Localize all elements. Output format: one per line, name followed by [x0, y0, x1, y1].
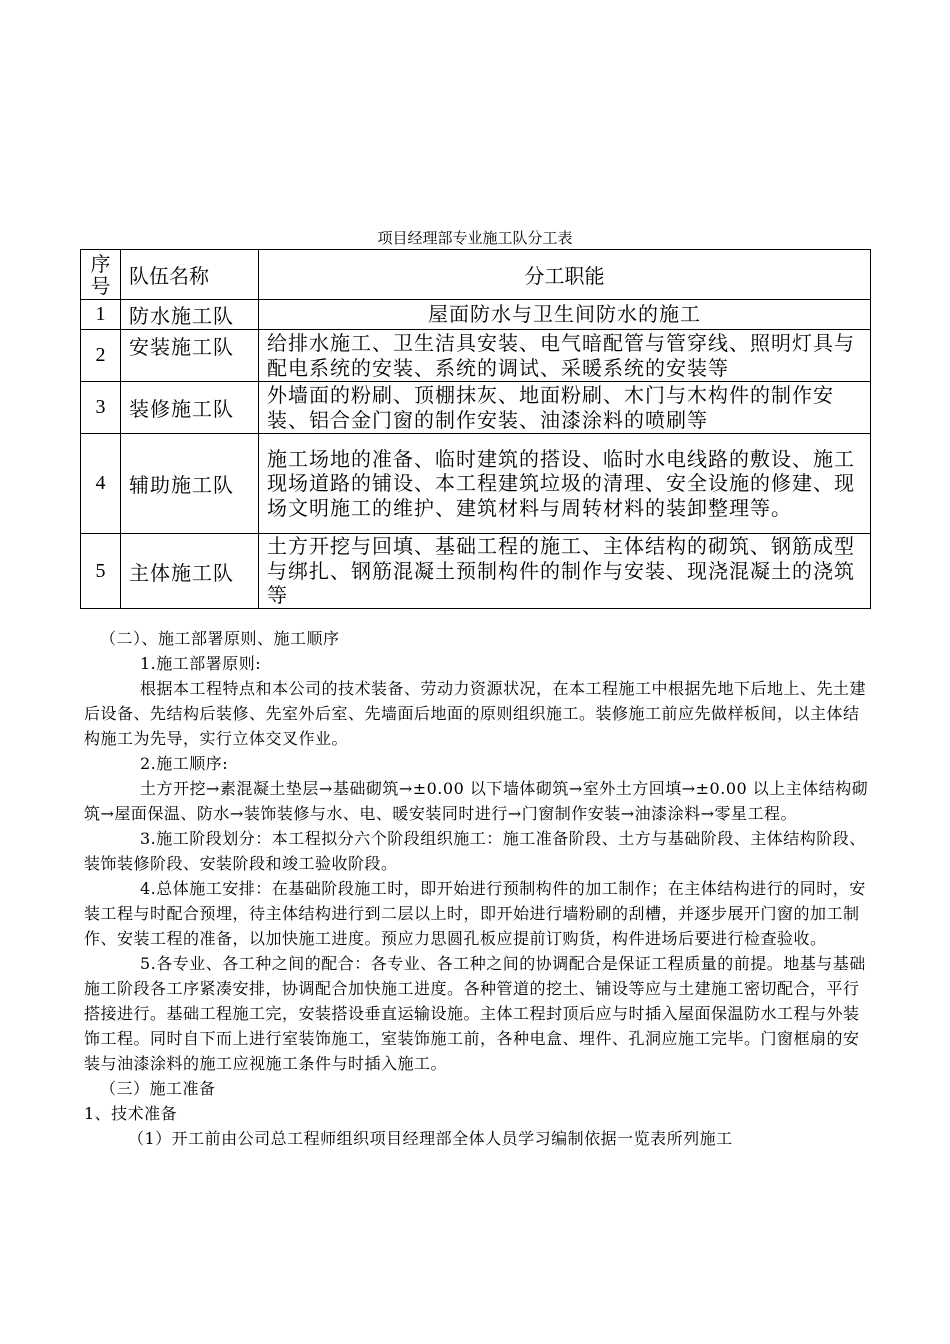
table-row: [81, 534, 871, 609]
row-function: 土方开挖与回填、基础工程的施工、主体结构的砌筑、钢筋成型与绑扎、钢筋混凝土预制构件的制作与安装、现浇混凝土的浇筑等: [259, 534, 871, 609]
table-row: [81, 434, 871, 534]
paragraph: 根据本工程特点和本公司的技术装备、劳动力资源状况，在本工程施工中根据先地下后地上、先土建后设备、先结构后装修、先室外后室、先墙面后地面的原则组织施工。装修施工前应先做样板间，以主体结构施工为先导，实行立体交叉作业。: [84, 679, 867, 748]
paragraph: 4.总体施工安排：在基础阶段施工时，即开始进行预制构件的加工制作；在主体结构进行的同时，安装工程与时配合预埋，待主体结构进行到二层以上时，即开始进行墙粉刷的刮槽，并逐步展开门窗的加工制作、安装工程的准备，以加快施工进度。预应力思圆孔板应提前订购货，构件进场后要进行检查验收。: [84, 879, 866, 948]
table-row: [81, 330, 871, 382]
row-function: 屋面防水与卫生间防水的施工: [259, 300, 871, 330]
table-header-row: [81, 250, 871, 300]
section-heading: （三）施工准备: [100, 1079, 216, 1098]
paragraph: 5.各专业、各工种之间的配合：各专业、各工种之间的协调配合是保证工程质量的前提。地基与基础施工阶段各工序紧凑安排，协调配合加快施工进度。各种管道的挖土、铺设等应与土建施工密切配合，平行搭接进行。基础工程施工完，安装搭设垂直运输设施。主体工程封顶后应与时插入屋面保温防水工程与外装饰工程。同时自下而上进行室装饰施工，室装饰施工前，各种电盒、埋件、孔洞应施工完毕。门窗框扇的安装与油漆涂料的施工应视施工条件与时插入施工。: [84, 954, 866, 1073]
document-body: [84, 626, 874, 1151]
header-no: 序号: [81, 250, 121, 300]
row-team: 安装施工队: [121, 330, 259, 382]
subsection-heading: 1、技术准备: [84, 1104, 178, 1123]
section-heading: （二）、施工部署原则、施工顺序: [100, 629, 340, 648]
row-no: 3: [81, 382, 121, 434]
team-division-table: [80, 249, 871, 609]
table-title: 项目经理部专业施工队分工表: [377, 229, 573, 247]
row-team: 辅助施工队: [121, 434, 259, 534]
row-team: 主体施工队: [121, 534, 259, 609]
row-function: 外墙面的粉刷、顶棚抹灰、地面粉刷、木门与木构件的制作安装、铝合金门窗的制作安装、油漆涂料的喷刷等: [259, 382, 871, 434]
row-team: 装修施工队: [121, 382, 259, 434]
row-no: 5: [81, 534, 121, 609]
subsection-heading: 2.施工顺序:: [140, 754, 229, 773]
row-no: 1: [81, 300, 121, 330]
table-row: [81, 382, 871, 434]
header-function: 分工职能: [259, 250, 871, 300]
subsection-heading: 1.施工部署原则:: [140, 654, 262, 673]
paragraph: （1）开工前由公司总工程师组织项目经理部全体人员学习编制依据一览表所列施工: [128, 1129, 733, 1148]
header-team: 队伍名称: [121, 250, 259, 300]
row-team: 防水施工队: [121, 300, 259, 330]
row-function: 施工场地的准备、临时建筑的搭设、临时水电线路的敷设、施工现场道路的铺设、本工程建筑垃圾的清理、安全设施的修建、现场文明施工的维护、建筑材料与周转材料的装卸整理等。: [259, 434, 871, 534]
table-row: [81, 300, 871, 330]
row-no: 4: [81, 434, 121, 534]
paragraph: 土方开挖→素混凝土垫层→基础砌筑→±0.00 以下墙体砌筑→室外土方回填→±0.00 以上主体结构砌筑→屋面保温、防水→装饰装修与水、电、暖安装同时进行→门窗制作安装→油漆涂料→零星工程。: [84, 779, 869, 823]
row-no: 2: [81, 330, 121, 382]
paragraph: 3.施工阶段划分：本工程拟分六个阶段组织施工：施工准备阶段、土方与基础阶段、主体结构阶段、装饰装修阶段、安装阶段和竣工验收阶段。: [84, 829, 866, 873]
row-function: 给排水施工、卫生洁具安装、电气暗配管与管穿线、照明灯具与配电系统的安装、系统的调试、采暖系统的安装等: [259, 330, 871, 382]
